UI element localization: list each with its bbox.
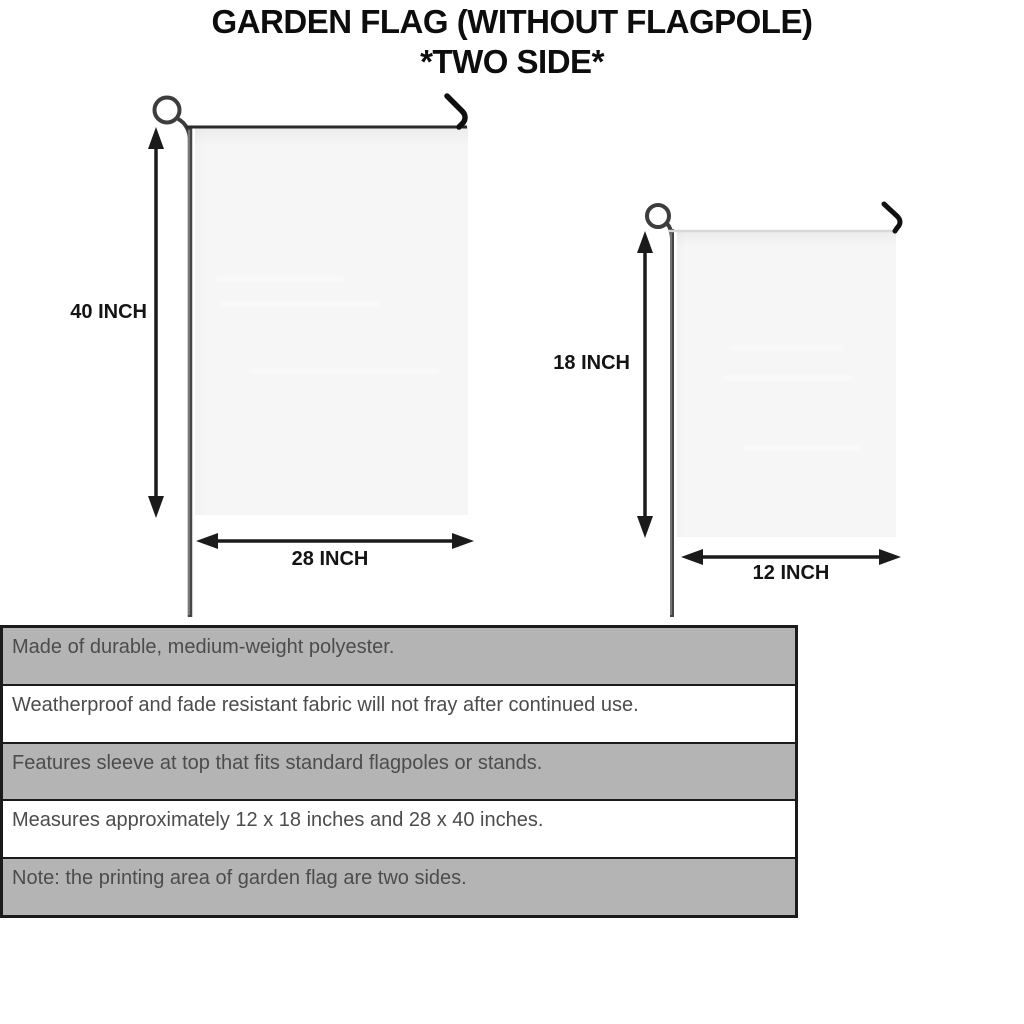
- small-flag-width-label: 12 INCH: [752, 562, 830, 584]
- feature-text: Measures approximately 12 x 18 inches and 28 x 40 inches.: [12, 809, 544, 832]
- feature-row-note: [3, 857, 795, 915]
- title-line-1: GARDEN FLAG (WITHOUT FLAGPOLE): [211, 3, 813, 40]
- fabric-crease: [732, 346, 842, 350]
- feature-text: Note: the printing area of garden flag are two sides.: [12, 867, 467, 890]
- features-table: [0, 625, 798, 918]
- feature-text: Made of durable, medium-weight polyester.: [12, 636, 395, 658]
- feature-row-material: [3, 628, 795, 684]
- page-title: [0, 2, 1024, 82]
- feature-text: Weatherproof and fade resistant fabric will not fray after continued use.: [12, 693, 639, 716]
- small-flag-hook-icon: [884, 204, 900, 231]
- fabric-crease: [722, 376, 852, 380]
- large-flag-height-label: 40 INCH: [70, 301, 147, 323]
- fabric-crease: [250, 369, 440, 373]
- feature-row-sleeve: [3, 742, 795, 800]
- large-flag-hook-icon: [447, 96, 465, 127]
- fabric-crease: [220, 302, 380, 306]
- height-arrow-large: [148, 127, 164, 518]
- feature-text: Features sleeve at top that fits standard flagpoles or stands.: [12, 751, 543, 774]
- large-flag: [195, 127, 468, 515]
- small-flag-height-label: 18 INCH: [553, 352, 630, 374]
- title-line-2: *TWO SIDE*: [420, 43, 604, 80]
- feature-row-weatherproof: [3, 684, 795, 742]
- width-arrow-large: [196, 533, 474, 549]
- height-arrow-small: [637, 231, 653, 538]
- fabric-crease: [742, 446, 862, 450]
- large-flag-width-label: 28 INCH: [291, 548, 369, 570]
- feature-row-measures: [3, 799, 795, 857]
- small-flag: [677, 231, 896, 537]
- fabric-crease: [215, 277, 345, 281]
